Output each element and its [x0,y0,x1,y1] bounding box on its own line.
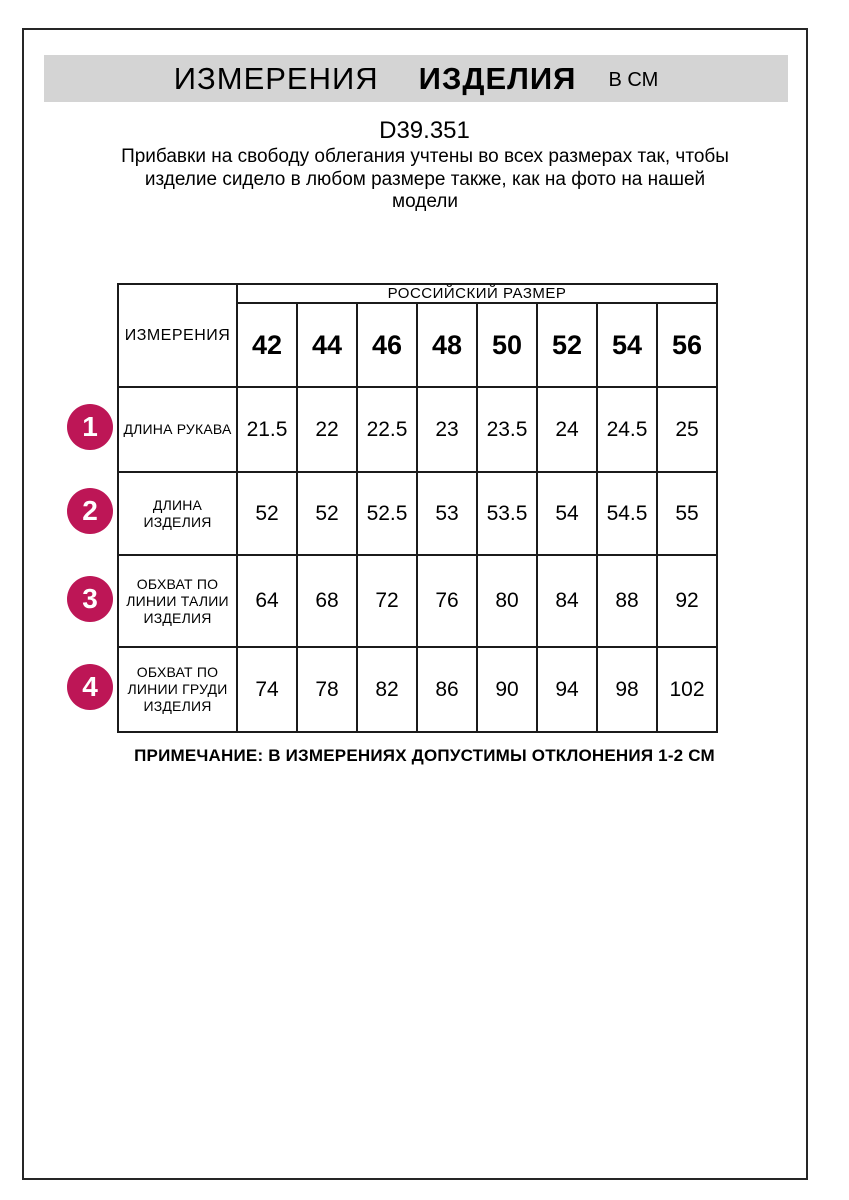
value-cell: 92 [657,555,717,647]
value-cell: 64 [237,555,297,647]
value-cell: 24 [537,387,597,472]
value-cell: 86 [417,647,477,732]
value-cell: 52 [237,472,297,555]
value-cell: 88 [597,555,657,647]
banner-measure-word: ИЗМЕРЕНИЯ [173,60,379,96]
value-cell: 53 [417,472,477,555]
value-cell: 90 [477,647,537,732]
value-cell: 94 [537,647,597,732]
measure-label-cell: ОБХВАТ ПО ЛИНИИ ГРУДИ ИЗДЕЛИЯ [118,647,237,732]
row-number-badge: 4 [67,664,113,710]
size-table [117,283,718,733]
tolerance-note: ПРИМЕЧАНИЕ: В ИЗМЕРЕНИЯХ ДОПУСТИМЫ ОТКЛОНЕНИЯ 1-2 СМ [134,746,715,765]
value-cell: 102 [657,647,717,732]
table-row [118,555,717,647]
measure-label-cell: ОБХВАТ ПО ЛИНИИ ТАЛИИ ИЗДЕЛИЯ [118,555,237,647]
row-number-badge: 1 [67,404,113,450]
table-row [118,387,717,472]
value-cell: 74 [237,647,297,732]
description-line: модели [392,191,458,212]
value-cell: 68 [297,555,357,647]
size-header-cell: 46 [357,303,417,387]
value-cell: 84 [537,555,597,647]
measure-label-cell: ДЛИНА ИЗДЕЛИЯ [118,472,237,555]
title-banner [44,55,788,102]
measure-column-header: ИЗМЕРЕНИЯ [118,284,237,387]
size-header-cell: 42 [237,303,297,387]
value-cell: 54 [537,472,597,555]
value-cell: 53.5 [477,472,537,555]
size-header-cell: 48 [417,303,477,387]
value-cell: 72 [357,555,417,647]
value-cell: 22 [297,387,357,472]
banner-product-word: ИЗДЕЛИЯ [418,60,577,96]
value-cell: 21.5 [237,387,297,472]
value-cell: 78 [297,647,357,732]
table-row [118,472,717,555]
description-line: Прибавки на свободу облегания учтены во всех размерах так, чтобы [121,146,729,167]
value-cell: 54.5 [597,472,657,555]
value-cell: 52 [297,472,357,555]
row-number-badge: 2 [67,488,113,534]
value-cell: 23 [417,387,477,472]
value-cell: 98 [597,647,657,732]
value-cell: 82 [357,647,417,732]
value-cell: 22.5 [357,387,417,472]
size-header-cell: 44 [297,303,357,387]
size-header-cell: 56 [657,303,717,387]
size-header-cell: 50 [477,303,537,387]
value-cell: 24.5 [597,387,657,472]
size-header-cell: 54 [597,303,657,387]
row-number-badge: 3 [67,576,113,622]
size-table-container [82,283,718,733]
value-cell: 55 [657,472,717,555]
value-cell: 76 [417,555,477,647]
product-code: D39.351 [379,117,470,144]
value-cell: 23.5 [477,387,537,472]
size-header-cell: 52 [537,303,597,387]
measure-label-cell: ДЛИНА РУКАВА [118,387,237,472]
value-cell: 25 [657,387,717,472]
description-line: изделие сидело в любом размере также, как на фото на нашей [144,168,706,190]
value-cell: 80 [477,555,537,647]
table-row [118,647,717,732]
table-row [118,284,717,303]
banner-unit-label: В СМ [608,69,659,91]
value-cell: 52.5 [357,472,417,555]
product-description [95,146,755,214]
size-group-header: РОССИЙСКИЙ РАЗМЕР [237,284,717,303]
